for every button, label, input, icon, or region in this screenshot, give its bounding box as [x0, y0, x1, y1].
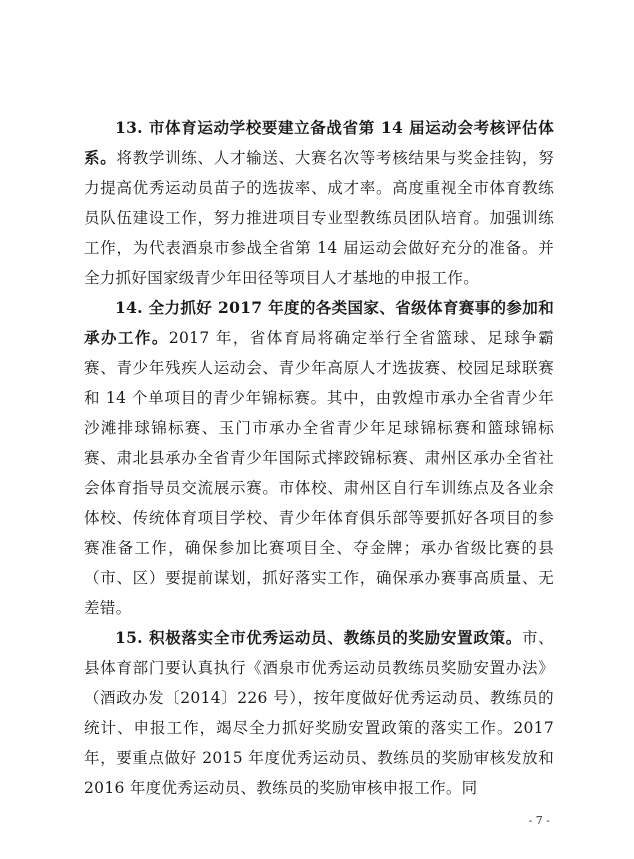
paragraph-15-text: 市、县体育部门要认真执行《酒泉市优秀运动员教练员奖励安置办法》（酒政办发〔2014〕226 号），按年度做好优秀运动员、教练员的统计、申报工作，竭尽全力抓好奖励安置政策的落实工作。2017 年，要重点做好 2015 年度优秀运动员、教练员的奖励审核发放和 2016 年度优秀运动员、教练员的奖励审核申报工作。同 [84, 629, 554, 797]
paragraph-13-heading: 13. 市体育运动学校要建立备战省第 14 届运动会考核评估体系。 [84, 118, 554, 167]
paragraph-13 [84, 113, 554, 293]
paragraph-14 [84, 293, 554, 623]
paragraph-15-heading: 15. 积极落实全市优秀运动员、教练员的奖励安置政策。 [115, 628, 522, 647]
paragraph-14-heading: 14. 全力抓好 2017 年度的各类国家、省级体育赛事的参加和承办工作。 [84, 298, 554, 347]
page-number: - 7 - [528, 814, 550, 827]
paragraph-14-text: 2017 年，省体育局将确定举行全省篮球、足球争霸赛、青少年残疾人运动会、青少年高原人才选拔赛、校园足球联赛和 14 个单项目的青少年锦标赛。其中，由敦煌市承办全省青少年沙滩排球锦标赛、玉门市承办全省青少年足球锦标赛和篮球锦标赛、肃北县承办全省青少年国际式摔跤锦标赛、肃州区承办全省社会体育指导员交流展示赛。市体校、肃州区自行车训练点及各业余体校、传统体育项目学校、青少年体育俱乐部等要抓好各项目的参赛准备工作，确保参加比赛项目全、夺金牌；承办省级比赛的县（市、区）要提前谋划，抓好落实工作，确保承办赛事高质量、无差错。 [84, 329, 554, 617]
document-body [84, 113, 554, 803]
paragraph-13-text: 将教学训练、人才输送、大赛名次等考核结果与奖金挂钩，努力提高优秀运动员苗子的选拔率、成才率。高度重视全市体育教练员队伍建设工作，努力推进项目专业型教练员团队培育。加强训练工作，为代表酒泉市参战全省第 14 届运动会做好充分的准备。并全力抓好国家级青少年田径等项目人才基地的申报工作。 [84, 149, 554, 287]
paragraph-15 [84, 623, 554, 803]
